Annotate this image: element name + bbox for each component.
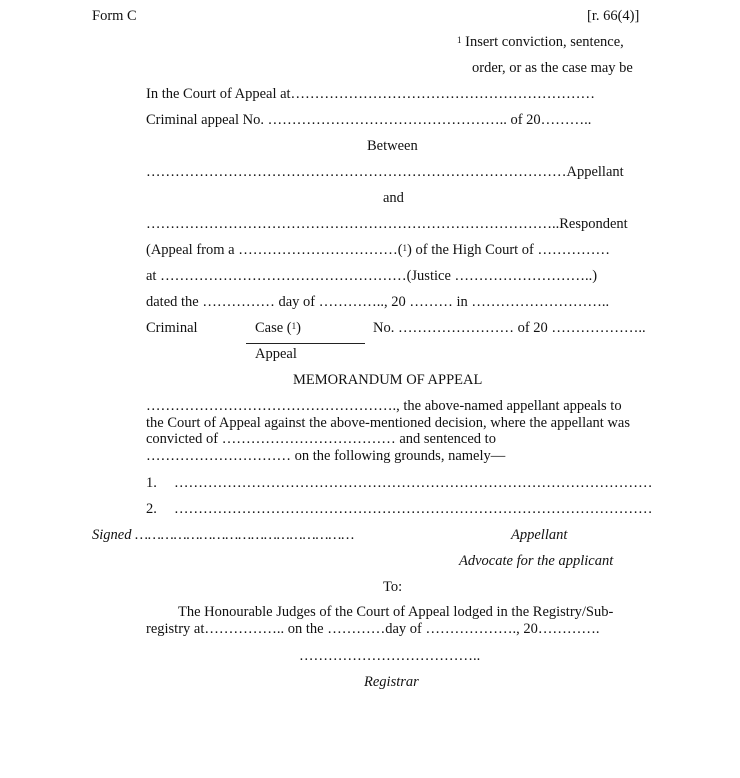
court-line: In the Court of Appeal at……………………………………………………… bbox=[146, 86, 596, 102]
margin-note-line-1: $^1$ Insert conviction, sentence, bbox=[457, 34, 624, 50]
and-label: and bbox=[383, 190, 404, 206]
lodged-paragraph: The Honourable Judges of the Court of Appeal lodged in the Registry/Sub-registry at…………….. on the …………day of ………………., 20…………. bbox=[146, 604, 614, 637]
rule-reference: [r. 66(4)] bbox=[587, 8, 640, 24]
footnote-marker: 1 bbox=[457, 35, 462, 45]
appeal-from-line: (Appeal from a ……………………………($^1$) of the High Court of …………… bbox=[146, 242, 611, 258]
case-appeal-divider bbox=[246, 343, 365, 344]
appeal-number-line: Criminal appeal No. ………………………………………….. of 20……….. bbox=[146, 112, 592, 128]
signed-line: Signed …………………………………………… bbox=[92, 527, 355, 543]
memorandum-title: MEMORANDUM OF APPEAL bbox=[293, 372, 483, 388]
ground-number: 2. bbox=[146, 501, 157, 517]
footnote-marker: 1 bbox=[402, 243, 408, 253]
registrar-label: Registrar bbox=[364, 674, 419, 690]
appeal-label: Appeal bbox=[255, 346, 297, 362]
dated-line: dated the …………… day of ………….., 20 ……… in ……………………….. bbox=[146, 294, 610, 310]
at-justice-line: at ……………………………………………(Justice ………………………..) bbox=[146, 268, 598, 284]
to-label: To: bbox=[383, 579, 403, 595]
case-label: Case ($^1$) bbox=[255, 320, 301, 336]
ground-dots: ……………………………………………………………………………………… bbox=[174, 475, 653, 491]
appellant-line: ……………………………………………………………………………Appellant bbox=[146, 164, 624, 180]
criminal-label: Criminal bbox=[146, 320, 198, 336]
case-number-line: No. …………………… of 20 ……………….. bbox=[373, 320, 646, 336]
ground-dots: ……………………………………………………………………………………… bbox=[174, 501, 653, 517]
registrar-dots: ……………………………….. bbox=[299, 648, 481, 664]
advocate-signature-label: Advocate for the applicant bbox=[459, 553, 614, 569]
appellant-signature-label: Appellant bbox=[511, 527, 568, 543]
memorandum-body: ……………………………………………., the above-named appellant appeals to the Court of Appeal against the above-mentioned decision, where the appellant was convicted of ……………………………… and sentenced to ………………………… on the following grounds, namely— bbox=[146, 398, 630, 464]
form-label: Form C bbox=[92, 8, 137, 24]
respondent-line: …………………………………………………………………………..Respondent bbox=[146, 216, 628, 232]
margin-note-line-2: order, or as the case may be bbox=[472, 60, 633, 76]
footnote-marker: 1 bbox=[291, 321, 297, 331]
between-label: Between bbox=[367, 138, 418, 154]
ground-number: 1. bbox=[146, 475, 157, 491]
